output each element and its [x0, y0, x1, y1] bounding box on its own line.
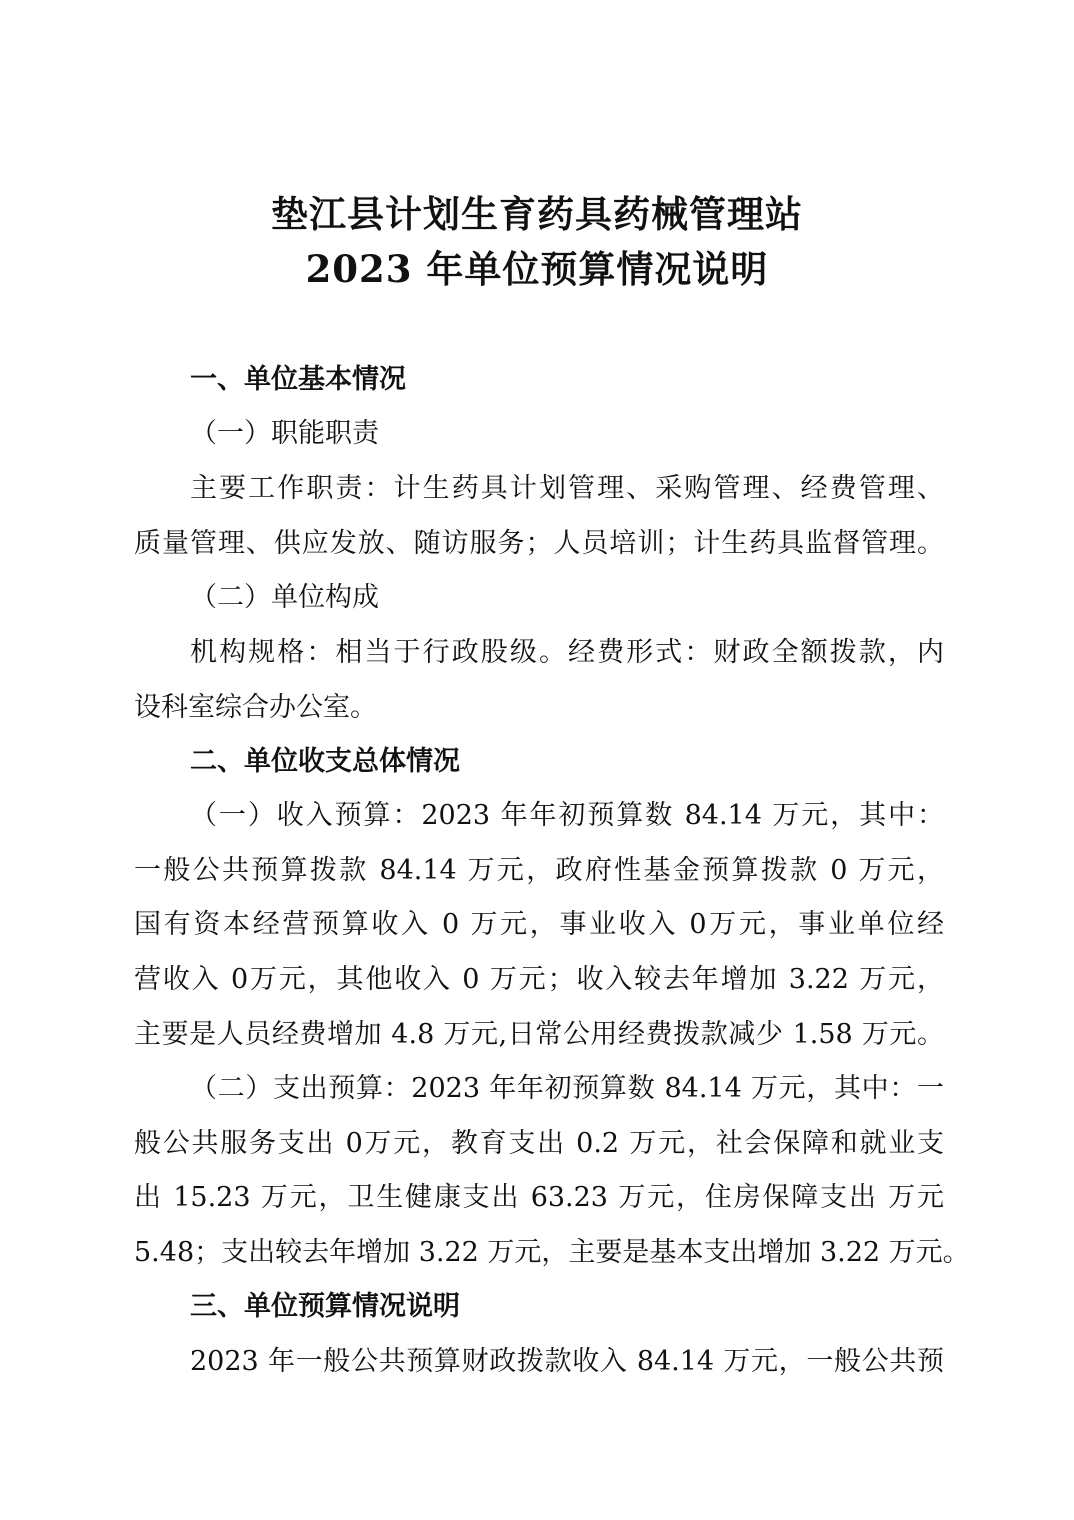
text-line: 主要是人员经费增加 4.8 万元,日常公用经费拨款减少 1.58 万元。: [134, 1019, 944, 1050]
text-line: 出 15.23 万元，卫生健康支出 63.23 万元，住房保障支出 万元: [134, 1182, 944, 1213]
section-heading-2: 二、单位收支总体情况: [190, 746, 460, 777]
text-line: 般公共服务支出 0万元，教育支出 0.2 万元，社会保障和就业支: [134, 1128, 944, 1159]
text-line: （一）收入预算：2023 年年初预算数 84.14 万元，其中：: [190, 800, 944, 831]
document-title: 垫江县计划生育药具药械管理站: [271, 192, 803, 236]
subsection-heading: （二）单位构成: [190, 582, 379, 613]
section-heading-1: 一、单位基本情况: [190, 364, 406, 395]
text-line: 一般公共预算拨款 84.14 万元，政府性基金预算拨款 0 万元，: [134, 855, 944, 886]
text-line: 质量管理、供应发放、随访服务；人员培训；计生药具监督管理。: [134, 528, 944, 559]
text-line: 机构规格：相当于行政股级。经费形式：财政全额拨款，内: [190, 637, 944, 668]
text-line: 5.48；支出较去年增加 3.22 万元，主要是基本支出增加 3.22 万元。: [134, 1237, 970, 1268]
text-line: （二）支出预算：2023 年年初预算数 84.14 万元，其中：一: [190, 1073, 944, 1104]
section-heading-3: 三、单位预算情况说明: [190, 1291, 460, 1322]
document-subtitle: 2023 年单位预算情况说明: [305, 247, 769, 291]
text-line: 2023 年一般公共预算财政拨款收入 84.14 万元，一般公共预: [190, 1346, 944, 1377]
subsection-heading: （一）职能职责: [190, 418, 379, 449]
text-line: 营收入 0万元，其他收入 0 万元；收入较去年增加 3.22 万元，: [134, 964, 944, 995]
text-line: 主要工作职责：计生药具计划管理、采购管理、经费管理、: [190, 473, 944, 504]
text-line: 设科室综合办公室。: [134, 692, 377, 723]
text-line: 国有资本经营预算收入 0 万元，事业收入 0万元，事业单位经: [134, 909, 944, 940]
